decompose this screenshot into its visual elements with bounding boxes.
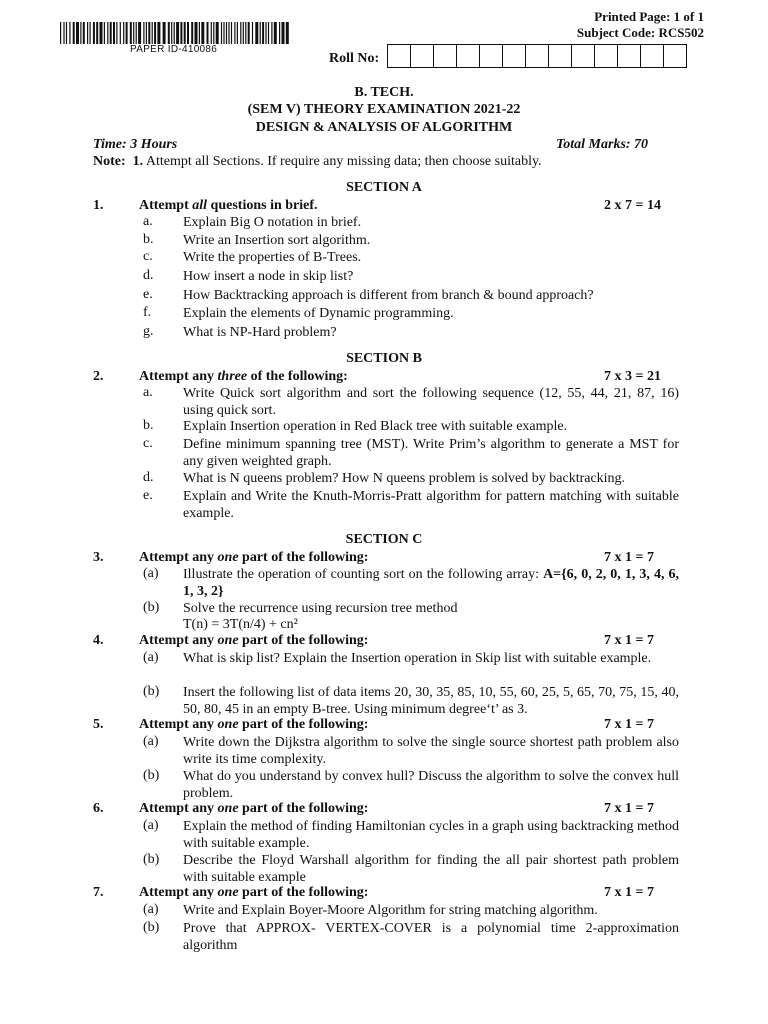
q1-marks: 2 x 7 = 14	[604, 198, 661, 213]
q7b-text: Prove that APPROX- VERTEX-COVER is a polynomial time 2-approximation algorithm	[183, 921, 679, 953]
roll-number-box	[502, 44, 526, 68]
q2-instruction-em: three	[217, 369, 248, 384]
q4-instruction	[139, 633, 368, 649]
q7b-label: (b)	[143, 920, 160, 935]
q3a-text	[183, 566, 679, 600]
q1-item-label: e.	[143, 287, 153, 302]
degree-title: B. TECH.	[354, 85, 414, 100]
q3-instruction-pre: Attempt any	[139, 550, 218, 565]
q1-item-label: c.	[143, 249, 153, 264]
q6a-text: Explain the method of finding Hamiltonian cycles in a graph using backtracking method with suitable example.	[183, 819, 679, 851]
subject-code: Subject Code: RCS502	[576, 25, 704, 40]
q3a-text-plain: Illustrate the operation of counting sort on the following array:	[183, 567, 544, 582]
q2-item-label: d.	[143, 470, 154, 485]
roll-number-box	[617, 44, 641, 68]
q2-item-text: Explain and Write the Knuth-Morris-Pratt algorithm for pattern matching with suitable example.	[183, 489, 679, 521]
q2-number: 2.	[93, 369, 104, 384]
q4-instruction-post: part of the following:	[238, 633, 369, 648]
roll-number-box	[594, 44, 618, 68]
q5-instruction-post: part of the following:	[238, 717, 369, 732]
q2-item-text: Write Quick sort algorithm and sort the following sequence (12, 55, 44, 21, 87, 16) using quick sort.	[183, 386, 679, 418]
barcode-image	[60, 22, 290, 44]
q5b-text: What do you understand by convex hull? Discuss the algorithm to solve the convex hull problem.	[183, 769, 679, 801]
exam-title: (SEM V) THEORY EXAMINATION 2021-22	[247, 102, 521, 117]
roll-number-box	[525, 44, 549, 68]
q1-item-text: Explain the elements of Dynamic programming.	[183, 306, 454, 321]
q6b-text: Describe the Floyd Warshall algorithm for finding the all pair shortest path problem with suitable example	[183, 853, 679, 885]
q5-marks: 7 x 1 = 7	[604, 717, 654, 732]
roll-number-box	[410, 44, 434, 68]
section-a-heading: SECTION A	[346, 180, 422, 195]
q1-item-label: f.	[143, 305, 152, 320]
q3-instruction-em: one	[217, 550, 239, 565]
q7-instruction-post: part of the following:	[238, 885, 369, 900]
q2-item-text: Explain Insertion operation in Red Black tree with suitable example.	[183, 419, 568, 434]
q2-item-text: Define minimum spanning tree (MST). Write Prim’s algorithm to generate a MST for any given weighted graph.	[183, 437, 679, 469]
q3-marks: 7 x 1 = 7	[604, 550, 654, 565]
note	[93, 154, 542, 170]
q4-instruction-em: one	[217, 633, 239, 648]
course-title: DESIGN & ANALYSIS OF ALGORITHM	[255, 120, 513, 135]
q2-item-text: What is N queens problem? How N queens problem is solved by backtracking.	[183, 471, 626, 486]
section-b-heading: SECTION B	[346, 351, 422, 366]
q1-number: 1.	[93, 198, 104, 213]
section-c-heading: SECTION C	[345, 532, 423, 547]
roll-number-box	[548, 44, 572, 68]
q1-item-text: Explain Big O notation in brief.	[183, 215, 362, 230]
q6-instruction-pre: Attempt any	[139, 801, 218, 816]
q3-instruction	[139, 550, 368, 566]
note-number: 1.	[132, 154, 144, 169]
q7-instruction	[139, 885, 368, 901]
q6-number: 6.	[93, 801, 104, 816]
q2-instruction-post: of the following:	[247, 369, 348, 384]
q6-marks: 7 x 1 = 7	[604, 801, 654, 816]
q6a-label: (a)	[143, 818, 159, 833]
q1-instruction-pre: Attempt	[139, 198, 193, 213]
q4a-label: (a)	[143, 650, 159, 665]
q3-instruction-post: part of the following:	[238, 550, 369, 565]
q1-item-label: a.	[143, 214, 153, 229]
q4b-text: Insert the following list of data items 20, 30, 35, 85, 10, 55, 60, 25, 5, 65, 70, 75, 15, 40, 50, 80, 45 in an empty B-tree. Using minimum degree‘t’ as 3.	[183, 685, 679, 717]
q7-marks: 7 x 1 = 7	[604, 885, 654, 900]
q7-number: 7.	[93, 885, 104, 900]
q3b-text: Solve the recurrence using recursion tree method	[183, 601, 458, 616]
q2-item-label: c.	[143, 436, 153, 451]
q4-instruction-pre: Attempt any	[139, 633, 218, 648]
q2-item-label: b.	[143, 418, 154, 433]
roll-number-box	[387, 44, 411, 68]
q2-item-label: a.	[143, 385, 153, 400]
roll-number-label: Roll No:	[329, 51, 380, 66]
note-text: Attempt all Sections. If require any missing data; then choose suitably.	[145, 154, 542, 169]
q2-marks: 7 x 3 = 21	[604, 369, 661, 384]
q4a-text: What is skip list? Explain the Insertion operation in Skip list with suitable example.	[183, 651, 652, 666]
time-allowed: Time: 3 Hours	[93, 137, 178, 152]
q6-instruction-post: part of the following:	[238, 801, 369, 816]
total-marks: Total Marks: 70	[556, 137, 649, 152]
q6-instruction	[139, 801, 368, 817]
q1-item-label: b.	[143, 232, 154, 247]
q3-number: 3.	[93, 550, 104, 565]
q3a-array: A={6, 0, 2, 0, 1, 3, 4, 6, 1, 3, 2}	[183, 567, 680, 599]
note-label: Note:	[93, 154, 126, 169]
q1-item-text: Write an Insertion sort algorithm.	[183, 233, 371, 248]
q2-instruction-pre: Attempt any	[139, 369, 218, 384]
q1-item-text: How Backtracking approach is different from branch & bound approach?	[183, 288, 594, 303]
q1-instruction-post: questions in brief.	[207, 198, 318, 213]
roll-number-box	[433, 44, 457, 68]
q5a-text: Write down the Dijkstra algorithm to solve the single source shortest path problem also write its time complexity.	[183, 735, 679, 767]
q3a-label: (a)	[143, 566, 159, 581]
roll-number-box	[571, 44, 595, 68]
q5b-label: (b)	[143, 768, 160, 783]
q3b-label: (b)	[143, 600, 160, 615]
q1-instruction	[139, 198, 318, 214]
q6b-label: (b)	[143, 852, 160, 867]
q5a-label: (a)	[143, 734, 159, 749]
q5-instruction	[139, 717, 368, 733]
q1-item-text: Write the properties of B-Trees.	[183, 250, 362, 265]
q1-item-text: What is NP-Hard problem?	[183, 325, 337, 340]
q5-number: 5.	[93, 717, 104, 732]
q7a-text: Write and Explain Boyer-Moore Algorithm for string matching algorithm.	[183, 903, 598, 918]
roll-number-box	[640, 44, 664, 68]
roll-number-box	[663, 44, 687, 68]
q1-item-label: g.	[143, 324, 154, 339]
q3b-formula: T(n) = 3T(n/4) + cn²	[183, 617, 298, 632]
roll-number-box	[479, 44, 503, 68]
q1-instruction-em: all	[192, 198, 208, 213]
q1-item-text: How insert a node in skip list?	[183, 269, 354, 284]
q7-instruction-pre: Attempt any	[139, 885, 218, 900]
q7-instruction-em: one	[217, 885, 239, 900]
q6-instruction-em: one	[217, 801, 239, 816]
q2-item-label: e.	[143, 488, 153, 503]
roll-number-box	[456, 44, 480, 68]
paper-id: PAPER ID-410086	[130, 44, 218, 55]
q2-instruction	[139, 369, 348, 385]
q7a-label: (a)	[143, 902, 159, 917]
q4-number: 4.	[93, 633, 104, 648]
q4b-label: (b)	[143, 684, 160, 699]
q4-marks: 7 x 1 = 7	[604, 633, 654, 648]
roll-number-boxes	[388, 44, 687, 68]
q5-instruction-pre: Attempt any	[139, 717, 218, 732]
printed-page: Printed Page: 1 of 1	[594, 9, 704, 24]
q1-item-label: d.	[143, 268, 154, 283]
q5-instruction-em: one	[217, 717, 239, 732]
